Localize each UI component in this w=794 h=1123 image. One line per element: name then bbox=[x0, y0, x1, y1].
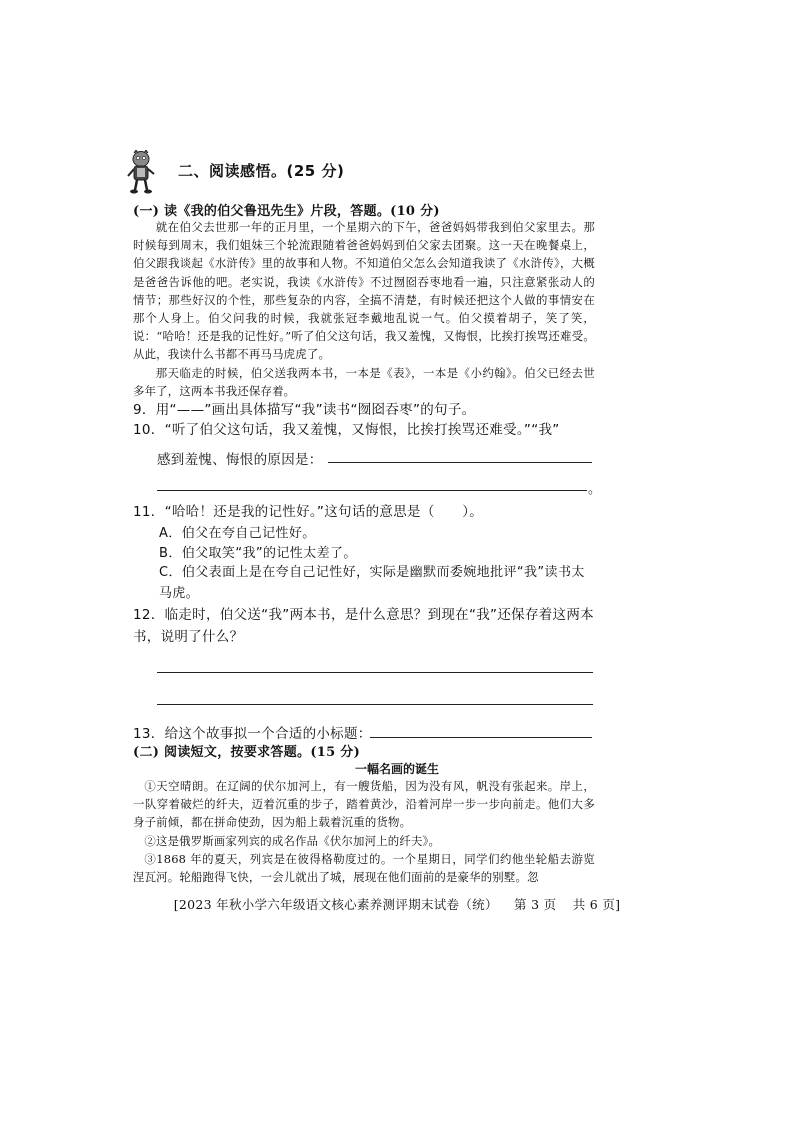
footer-page-number: 第 3 页 bbox=[514, 897, 557, 912]
answer-line[interactable] bbox=[157, 704, 593, 705]
part1-passage bbox=[133, 218, 595, 400]
question-10-period: 。 bbox=[588, 482, 602, 497]
passage-paragraph: 那天临走的时候，伯父送我两本书，一本是《表》，一本是《小约翰》。伯父已经去世多年了，这两本书我还保存着。 bbox=[133, 365, 595, 398]
footer-total-pages: 共 6 页] bbox=[572, 897, 621, 912]
answer-line[interactable] bbox=[370, 737, 592, 738]
option-a[interactable]: A．伯父在夸自己记性好。 bbox=[159, 526, 316, 541]
question-10: 10．“听了伯父这句话，我又羞愧，又悔恨，比挨打挨骂还难受。”“我” bbox=[133, 422, 560, 438]
story-paragraph: ①天空晴朗。在辽阔的伏尔加河上，有一艘货船，因为没有风，帆没有张起来。岸上，一队穿着破烂的纤夫，迈着沉重的步子，踏着黄沙，沿着河岸一步一步向前走。他们大多身子前倾，都在拼命使劲，因为船上载着沉重的货物。 bbox=[133, 779, 595, 830]
answer-line[interactable] bbox=[328, 462, 592, 463]
story-title: 一幅名画的诞生 bbox=[354, 762, 439, 776]
option-c[interactable]: C．伯父表面上是在夸自己记性好，实际是幽默而委婉地批评“我”读书太马虎。 bbox=[159, 565, 585, 601]
footer-exam-name: [2023 年秋小学六年级语文核心素养测评期末试卷（统） bbox=[173, 897, 498, 912]
page-footer bbox=[0, 895, 794, 913]
part1-heading: (一) 读《我的伯父鲁迅先生》片段，答题。(10 分) bbox=[133, 204, 440, 219]
section-title: 二、阅读感悟。(25 分) bbox=[178, 162, 345, 180]
option-b[interactable]: B．伯父取笑“我”的记性太差了。 bbox=[159, 546, 357, 561]
passage-paragraph: 就在伯父去世那一年的正月里，一个星期六的下午，爸爸妈妈带我到伯父家里去。那时候每到周末，我们姐妹三个轮流跟随着爸爸妈妈到伯父家去团聚。这一天在晚餐桌上，伯父跟我谈起《水浒传》里的故事和人物。不知道伯父怎么会知道我读了《水浒传》，大概是爸爸告诉他的吧。老实说，我读《水浒传》不过囫囵吞枣地看一遍，只注意紧张动人的情节；那些好汉的个性，那些复杂的内容，全搞不清楚，有时候还把这个人做的事情安在那个人身上。伯父问我的时候，我就张冠李戴地乱说一气。伯父摸着胡子，笑了笑，说：“哈哈！还是我的记性好。”听了伯父这句话，我又羞愧，又悔恨，比挨打挨骂还难受。从此，我读什么书都不再马马虎虎了。 bbox=[133, 220, 595, 362]
question-13: 13．给这个故事拟一个合适的小标题： bbox=[133, 726, 372, 742]
story-paragraph: ②这是俄罗斯画家列宾的成名作品《伏尔加河上的纤夫》。 bbox=[144, 833, 441, 848]
question-10-prompt: 感到羞愧、悔恨的原因是： bbox=[157, 452, 323, 468]
part2-heading: (二) 阅读短文，按要求答题。(15 分) bbox=[133, 745, 361, 760]
cartoon-mascot-icon bbox=[126, 150, 156, 194]
part2-passage bbox=[133, 777, 595, 886]
story-paragraph: ③1868 年的夏天，列宾是在彼得格勒度过的。一个星期日，同学们约他坐轮船去游览涅瓦河。轮船跑得飞快，一会儿就出了城，展现在他们面前的是豪华的别墅。忽 bbox=[133, 851, 595, 885]
answer-line[interactable] bbox=[157, 490, 587, 491]
question-11: 11．“哈哈！还是我的记性好。”这句话的意思是（ ）。 bbox=[133, 504, 484, 520]
question-9: 9．用“——”画出具体描写“我”读书“囫囵吞枣”的句子。 bbox=[133, 402, 476, 418]
answer-line[interactable] bbox=[157, 672, 593, 673]
question-12: 12．临走时，伯父送“我”两本书，是什么意思？到现在“我”还保存着这两本书，说明了什么？ bbox=[133, 607, 594, 645]
